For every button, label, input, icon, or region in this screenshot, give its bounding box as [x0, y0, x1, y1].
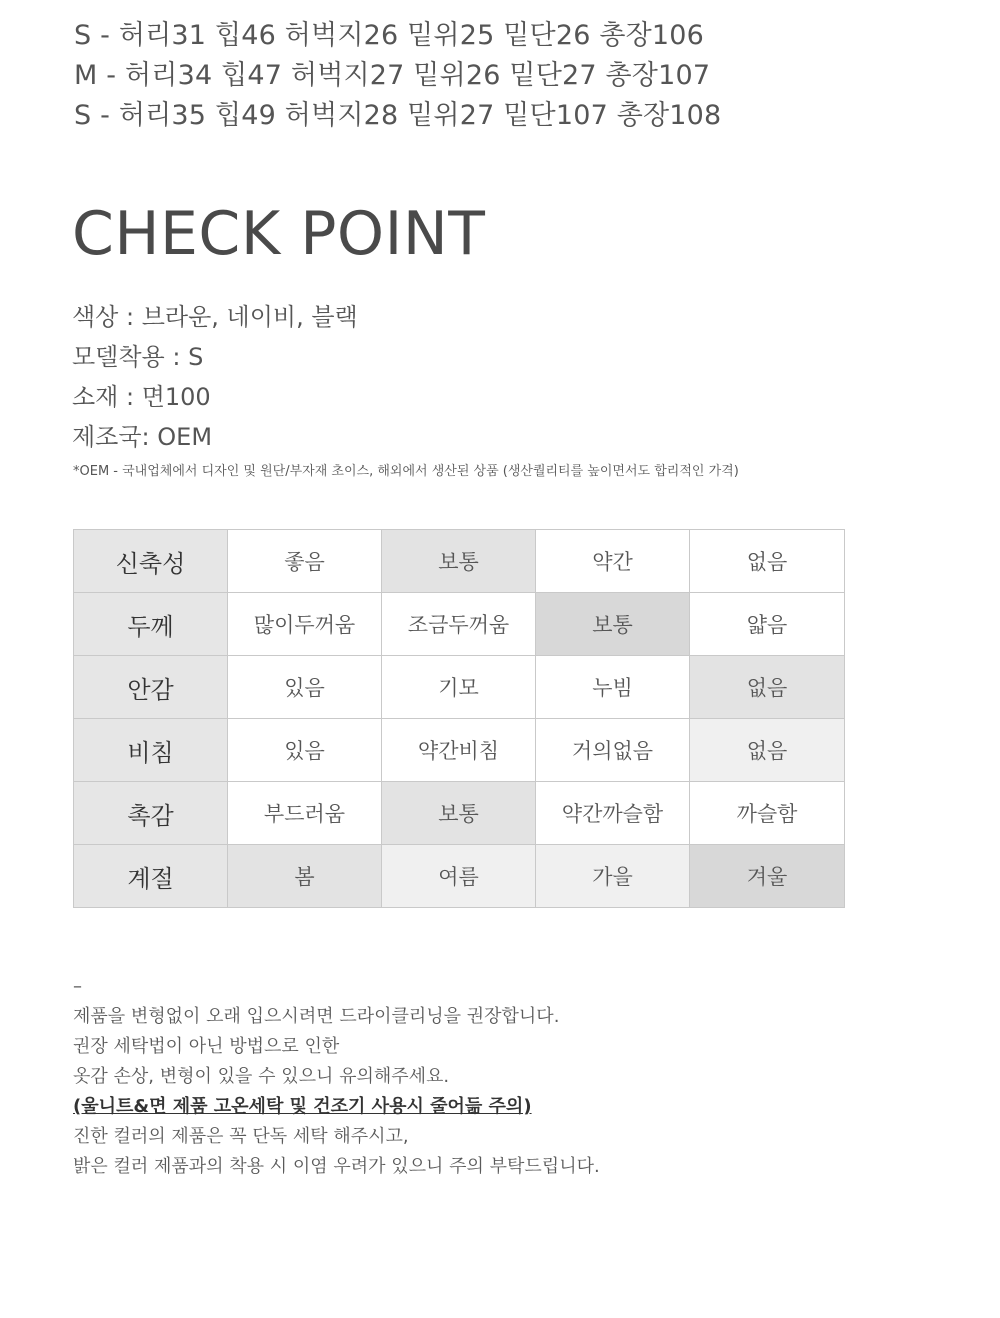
table-row-lining	[74, 656, 845, 719]
table-cell-selected: 여름	[382, 845, 536, 908]
care-line: 밝은 컬러 제품과의 착용 시 이염 우려가 있으니 주의 부탁드립니다.	[73, 1156, 600, 1177]
table-cell-selected: 보통	[382, 782, 536, 845]
table-cell: 많이두꺼움	[228, 593, 382, 656]
spec-color: 색상 : 브라운, 네이비, 블랙	[72, 303, 358, 331]
table-cell: 까슬함	[690, 782, 845, 845]
care-line: 진한 컬러의 제품은 꼭 단독 세탁 해주시고,	[73, 1126, 409, 1147]
table-cell: 있음	[228, 656, 382, 719]
spec-origin: 제조국: OEM	[72, 423, 213, 451]
table-cell: 얇음	[690, 593, 845, 656]
size-line-s-2: S - 허리35 힙49 허벅지28 밑위27 밑단107 총장108	[74, 100, 722, 131]
table-row-sheerness	[74, 719, 845, 782]
table-cell-selected: 없음	[690, 656, 845, 719]
care-line: 옷감 손상, 변형이 있을 수 있으니 유의해주세요.	[73, 1066, 450, 1087]
row-label-lining: 안감	[74, 656, 228, 719]
check-point-title: CHECK POINT	[72, 199, 486, 269]
table-cell: 누빔	[536, 656, 690, 719]
size-chart	[74, 16, 721, 136]
check-point-table	[73, 529, 845, 908]
table-cell-selected: 없음	[690, 719, 845, 782]
care-warning: (울니트&면 제품 고온세탁 및 건조기 사용시 줄어듦 주의)	[73, 1096, 532, 1117]
table-row-thickness	[74, 593, 845, 656]
table-cell-selected: 가을	[536, 845, 690, 908]
table-row-season	[74, 845, 845, 908]
table-row-texture	[74, 782, 845, 845]
table-cell-selected: 보통	[536, 593, 690, 656]
table-row-stretch	[74, 530, 845, 593]
care-line: 권장 세탁법이 아닌 방법으로 인한	[73, 1036, 340, 1057]
row-label-thickness: 두께	[74, 593, 228, 656]
care-line: 제품을 변형없이 오래 입으시려면 드라이클리닝을 권장합니다.	[73, 1006, 560, 1027]
product-specs	[72, 297, 358, 457]
table-cell: 약간비침	[382, 719, 536, 782]
table-cell-selected: 보통	[382, 530, 536, 593]
table-cell-selected: 봄	[228, 845, 382, 908]
table-cell: 거의없음	[536, 719, 690, 782]
table-cell: 기모	[382, 656, 536, 719]
row-label-sheerness: 비침	[74, 719, 228, 782]
table-cell: 약간	[536, 530, 690, 593]
spec-model-size: 모델착용 : S	[72, 343, 204, 371]
table-cell-selected: 겨울	[690, 845, 845, 908]
table-cell: 있음	[228, 719, 382, 782]
table-cell: 약간까슬함	[536, 782, 690, 845]
oem-note: *OEM - 국내업체에서 디자인 및 원단/부자재 초이스, 해외에서 생산된 상품 (생산퀄리티를 높이면서도 합리적인 가격)	[73, 464, 739, 479]
care-dash: –	[73, 976, 82, 997]
row-label-season: 계절	[74, 845, 228, 908]
care-instructions	[73, 972, 600, 1182]
spec-material: 소재 : 면100	[72, 383, 211, 411]
row-label-texture: 촉감	[74, 782, 228, 845]
row-label-stretch: 신축성	[74, 530, 228, 593]
size-line-m: M - 허리34 힙47 허벅지27 밑위26 밑단27 총장107	[74, 60, 711, 91]
table-cell: 없음	[690, 530, 845, 593]
table-cell: 부드러움	[228, 782, 382, 845]
table-cell: 조금두꺼움	[382, 593, 536, 656]
table-cell: 좋음	[228, 530, 382, 593]
size-line-s: S - 허리31 힙46 허벅지26 밑위25 밑단26 총장106	[74, 20, 705, 51]
